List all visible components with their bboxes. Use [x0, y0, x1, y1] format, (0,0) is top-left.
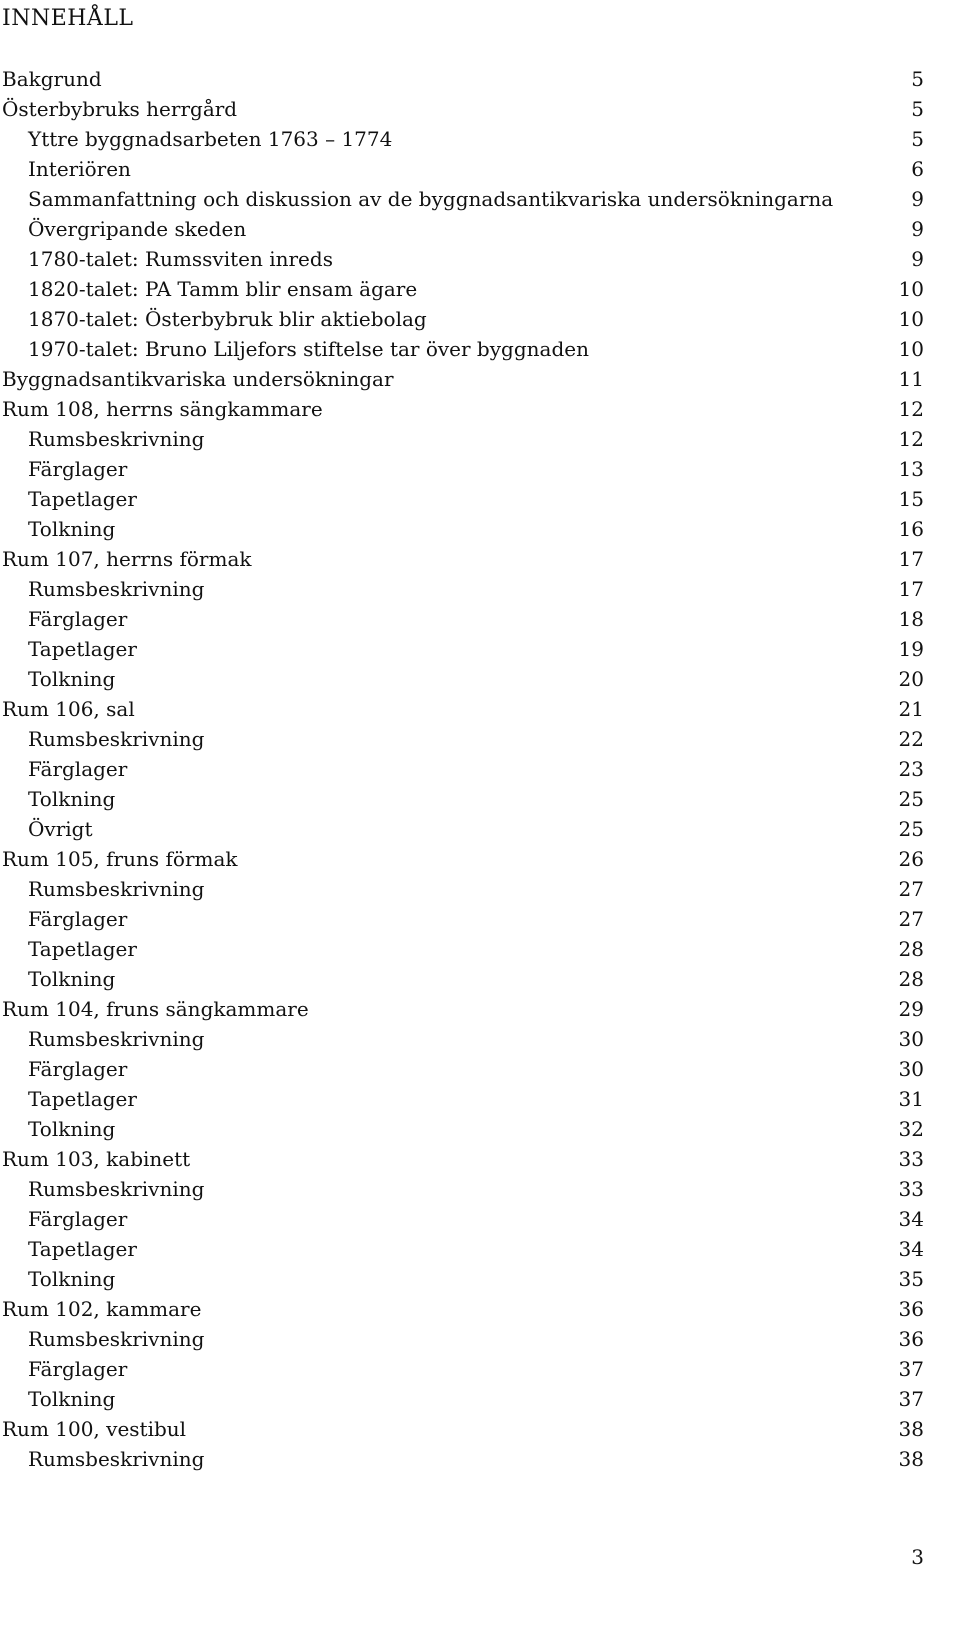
toc-entry-title: Tapetlager	[28, 1087, 137, 1111]
toc-subentry[interactable]	[2, 1054, 924, 1084]
toc-entry-page: 21	[898, 697, 924, 721]
toc-entry-page: 32	[898, 1117, 924, 1141]
toc-subentry[interactable]	[2, 604, 924, 634]
page-number: 3	[911, 1545, 924, 1569]
toc-subentry[interactable]	[2, 784, 924, 814]
toc-subentry[interactable]	[2, 514, 924, 544]
toc-entry-page: 31	[898, 1087, 924, 1111]
toc-entry-page: 33	[898, 1147, 924, 1171]
toc-entry-page: 13	[898, 457, 924, 481]
toc-entry-page: 29	[898, 997, 924, 1021]
toc-entry-title: Rum 103, kabinett	[2, 1147, 191, 1171]
toc-entry-page: 27	[898, 877, 924, 901]
toc-entry-page: 5	[911, 97, 924, 121]
toc-entry-page: 38	[898, 1417, 924, 1441]
toc-entry[interactable]	[2, 1294, 924, 1324]
toc-subentry[interactable]	[2, 574, 924, 604]
toc-entry-page: 27	[898, 907, 924, 931]
toc-entry-title: Tapetlager	[28, 487, 137, 511]
toc-subentry[interactable]	[2, 724, 924, 754]
toc-entry-title: Rum 105, fruns förmak	[2, 847, 238, 871]
toc-subentry[interactable]	[2, 814, 924, 844]
toc-entry-page: 11	[898, 367, 924, 391]
toc-entry-title: Rumsbeskrivning	[28, 1027, 205, 1051]
toc-subentry[interactable]	[2, 334, 924, 364]
toc-entry-page: 5	[911, 127, 924, 151]
toc-entry-page: 38	[898, 1447, 924, 1471]
toc-entry-page: 18	[898, 607, 924, 631]
toc-entry-title: Färglager	[28, 457, 128, 481]
toc-entry[interactable]	[2, 394, 924, 424]
toc-entry-page: 37	[898, 1357, 924, 1381]
toc-entry-title: Tolkning	[28, 517, 116, 541]
toc-entry-page: 33	[898, 1177, 924, 1201]
toc-entry-page: 6	[911, 157, 924, 181]
toc-entry[interactable]	[2, 544, 924, 574]
toc-entry-title: Färglager	[28, 1057, 128, 1081]
toc-subentry[interactable]	[2, 664, 924, 694]
toc-entry-page: 34	[898, 1237, 924, 1261]
toc-entry-page: 17	[898, 547, 924, 571]
toc-entry[interactable]	[2, 844, 924, 874]
toc-subentry[interactable]	[2, 1204, 924, 1234]
toc-subentry[interactable]	[2, 1234, 924, 1264]
toc-entry[interactable]	[2, 94, 924, 124]
toc-entry-title: Rumsbeskrivning	[28, 577, 205, 601]
toc-entry-page: 26	[898, 847, 924, 871]
toc-entry-page: 9	[911, 217, 924, 241]
toc-heading: INNEHÅLL	[2, 6, 134, 31]
toc-entry-page: 16	[898, 517, 924, 541]
toc-subentry[interactable]	[2, 304, 924, 334]
toc-entry-page: 28	[898, 967, 924, 991]
toc-entry-title: Yttre byggnadsarbeten 1763 – 1774	[28, 127, 393, 151]
toc-entry-title: Färglager	[28, 757, 128, 781]
toc-subentry[interactable]	[2, 1084, 924, 1114]
toc-entry-page: 10	[898, 307, 924, 331]
toc-entry-page: 15	[898, 487, 924, 511]
toc-entry-title: Övrigt	[28, 817, 93, 841]
toc-entry-title: Rumsbeskrivning	[28, 1447, 205, 1471]
toc-entry-page: 10	[898, 337, 924, 361]
toc-entry-title: Tolkning	[28, 1267, 116, 1291]
toc-entry-title: Tolkning	[28, 787, 116, 811]
toc-entry-page: 36	[898, 1327, 924, 1351]
toc-subentry[interactable]	[2, 154, 924, 184]
table-of-contents	[2, 64, 924, 1474]
toc-entry-title: Österbybruks herrgård	[2, 97, 238, 121]
toc-entry-page: 5	[911, 67, 924, 91]
toc-entry-title: Rum 102, kammare	[2, 1297, 202, 1321]
toc-entry[interactable]	[2, 1144, 924, 1174]
toc-entry-title: Byggnadsantikvariska undersökningar	[2, 367, 394, 391]
toc-subentry[interactable]	[2, 124, 924, 154]
toc-subentry[interactable]	[2, 184, 924, 214]
toc-entry-title: Färglager	[28, 1207, 128, 1231]
toc-subentry[interactable]	[2, 244, 924, 274]
toc-entry-title: Rum 106, sal	[2, 697, 135, 721]
toc-entry-title: 1870-talet: Österbybruk blir aktiebolag	[28, 307, 427, 331]
toc-entry-title: Tolkning	[28, 967, 116, 991]
toc-entry-title: Färglager	[28, 1357, 128, 1381]
toc-entry-page: 25	[898, 787, 924, 811]
toc-entry-title: Färglager	[28, 607, 128, 631]
toc-entry-title: Rum 104, fruns sängkammare	[2, 997, 309, 1021]
toc-subentry[interactable]	[2, 874, 924, 904]
toc-entry-title: 1820-talet: PA Tamm blir ensam ägare	[28, 277, 418, 301]
toc-entry-title: Rumsbeskrivning	[28, 877, 205, 901]
toc-subentry[interactable]	[2, 1024, 924, 1054]
toc-entry-title: Tolkning	[28, 1117, 116, 1141]
toc-subentry[interactable]	[2, 1324, 924, 1354]
toc-entry-title: Rum 107, herrns förmak	[2, 547, 252, 571]
toc-subentry[interactable]	[2, 1264, 924, 1294]
toc-subentry[interactable]	[2, 1384, 924, 1414]
toc-entry-page: 20	[898, 667, 924, 691]
toc-subentry[interactable]	[2, 904, 924, 934]
toc-subentry[interactable]	[2, 1444, 924, 1474]
toc-subentry[interactable]	[2, 1174, 924, 1204]
toc-entry[interactable]	[2, 364, 924, 394]
toc-subentry[interactable]	[2, 754, 924, 784]
toc-entry-title: Övergripande skeden	[28, 217, 247, 241]
toc-entry[interactable]	[2, 694, 924, 724]
toc-subentry[interactable]	[2, 1114, 924, 1144]
toc-subentry[interactable]	[2, 454, 924, 484]
toc-entry-page: 37	[898, 1387, 924, 1411]
toc-entry-title: Färglager	[28, 907, 128, 931]
toc-entry-page: 12	[898, 427, 924, 451]
toc-entry-title: Bakgrund	[2, 67, 102, 91]
toc-entry-title: Sammanfattning och diskussion av de byggnadsantikvariska undersökningarna	[28, 187, 834, 211]
toc-entry-page: 9	[911, 247, 924, 271]
toc-entry-title: 1970-talet: Bruno Liljefors stiftelse tar över byggnaden	[28, 337, 589, 361]
toc-subentry[interactable]	[2, 964, 924, 994]
toc-entry-page: 30	[898, 1027, 924, 1051]
toc-entry-page: 28	[898, 937, 924, 961]
toc-entry-page: 17	[898, 577, 924, 601]
toc-entry-title: Interiören	[28, 157, 131, 181]
toc-entry-page: 30	[898, 1057, 924, 1081]
toc-entry-title: Rumsbeskrivning	[28, 427, 205, 451]
toc-entry-page: 19	[898, 637, 924, 661]
toc-entry-page: 9	[911, 187, 924, 211]
toc-entry-page: 23	[898, 757, 924, 781]
toc-subentry[interactable]	[2, 484, 924, 514]
toc-entry-page: 10	[898, 277, 924, 301]
toc-subentry[interactable]	[2, 934, 924, 964]
toc-entry-title: Rum 108, herrns sängkammare	[2, 397, 323, 421]
toc-entry-title: Rumsbeskrivning	[28, 727, 205, 751]
toc-entry-title: Rumsbeskrivning	[28, 1327, 205, 1351]
toc-entry-page: 36	[898, 1297, 924, 1321]
toc-entry-title: Tapetlager	[28, 937, 137, 961]
toc-entry-title: Tapetlager	[28, 1237, 137, 1261]
toc-subentry[interactable]	[2, 634, 924, 664]
toc-entry-page: 12	[898, 397, 924, 421]
toc-subentry[interactable]	[2, 424, 924, 454]
toc-entry[interactable]	[2, 1414, 924, 1444]
toc-entry-page: 34	[898, 1207, 924, 1231]
toc-entry-page: 25	[898, 817, 924, 841]
toc-entry[interactable]	[2, 994, 924, 1024]
toc-entry-title: Tolkning	[28, 1387, 116, 1411]
toc-entry[interactable]	[2, 64, 924, 94]
toc-entry-title: Rumsbeskrivning	[28, 1177, 205, 1201]
toc-subentry[interactable]	[2, 1354, 924, 1384]
toc-subentry[interactable]	[2, 214, 924, 244]
toc-entry-title: Tolkning	[28, 667, 116, 691]
toc-entry-title: Rum 100, vestibul	[2, 1417, 187, 1441]
toc-entry-page: 35	[898, 1267, 924, 1291]
toc-subentry[interactable]	[2, 274, 924, 304]
toc-entry-title: Tapetlager	[28, 637, 137, 661]
toc-entry-page: 22	[898, 727, 924, 751]
toc-entry-title: 1780-talet: Rumssviten inreds	[28, 247, 333, 271]
